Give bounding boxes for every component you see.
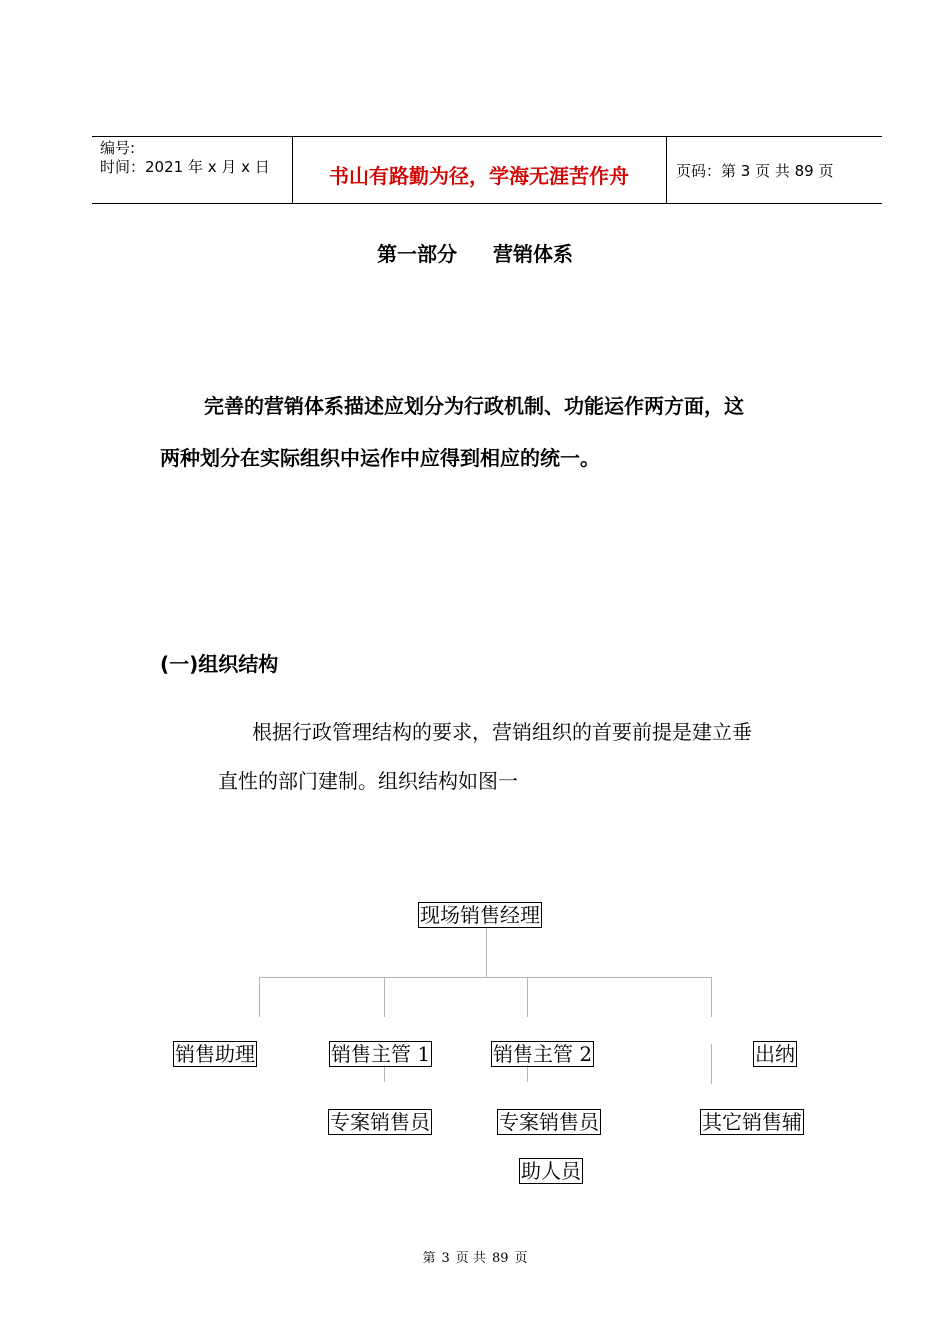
page-footer bbox=[0, 1247, 950, 1266]
org-node-assist-staff: 助人员 bbox=[521, 1159, 581, 1183]
header-top-rule bbox=[92, 136, 882, 137]
connector-horizontal bbox=[259, 977, 711, 978]
footer-mid: 页 共 bbox=[455, 1251, 486, 1266]
footer-page: 3 bbox=[441, 1251, 450, 1266]
org-node-supervisor-1: 销售主管 1 bbox=[331, 1042, 431, 1066]
section-heading: (一)组织结构 bbox=[160, 652, 279, 676]
connector-drop-2 bbox=[384, 977, 385, 1017]
org-node-supervisor-2: 销售主管 2 bbox=[493, 1042, 593, 1066]
header-bottom-rule bbox=[92, 203, 882, 204]
intro-line-2: 两种划分在实际组织中运作中应得到相应的统一。 bbox=[160, 446, 600, 470]
connector-drop-4 bbox=[711, 977, 712, 1017]
connector-lower-2 bbox=[527, 1065, 528, 1082]
org-node-project-sales-1: 专案销售员 bbox=[330, 1110, 430, 1134]
header-divider-right bbox=[666, 136, 667, 204]
footer-suffix: 页 bbox=[514, 1251, 528, 1266]
part-name: 营销体系 bbox=[493, 242, 573, 266]
org-node-manager: 现场销售经理 bbox=[420, 903, 540, 927]
header-time-label: 时间：2021 年 x 月 x 日 bbox=[100, 158, 270, 176]
org-node-project-sales-2: 专案销售员 bbox=[499, 1110, 599, 1134]
connector-lower-3 bbox=[711, 1044, 712, 1084]
section-line-1: 根据行政管理结构的要求，营销组织的首要前提是建立垂 bbox=[252, 720, 752, 744]
org-node-other-staff: 其它销售辅 bbox=[702, 1110, 802, 1134]
footer-prefix: 第 bbox=[422, 1251, 436, 1266]
header-page-label: 页码：第 3 页 共 89 页 bbox=[676, 162, 834, 180]
connector-top-stem bbox=[486, 927, 487, 977]
org-node-assistant: 销售助理 bbox=[175, 1042, 255, 1066]
footer-total: 89 bbox=[491, 1251, 509, 1266]
org-node-cashier: 出纳 bbox=[755, 1042, 795, 1066]
section-line-2: 直性的部门建制。组织结构如图一 bbox=[218, 769, 518, 793]
part-title bbox=[0, 238, 950, 267]
header-number-label: 编号: bbox=[100, 139, 136, 157]
intro-line-1: 完善的营销体系描述应划分为行政机制、功能运作两方面，这 bbox=[204, 394, 744, 418]
part-number: 第一部分 bbox=[377, 242, 457, 266]
connector-lower-1 bbox=[384, 1065, 385, 1082]
connector-drop-3 bbox=[527, 977, 528, 1017]
connector-drop-1 bbox=[259, 977, 260, 1017]
header-motto: 书山有路勤为径，学海无涯苦作舟 bbox=[329, 164, 629, 188]
